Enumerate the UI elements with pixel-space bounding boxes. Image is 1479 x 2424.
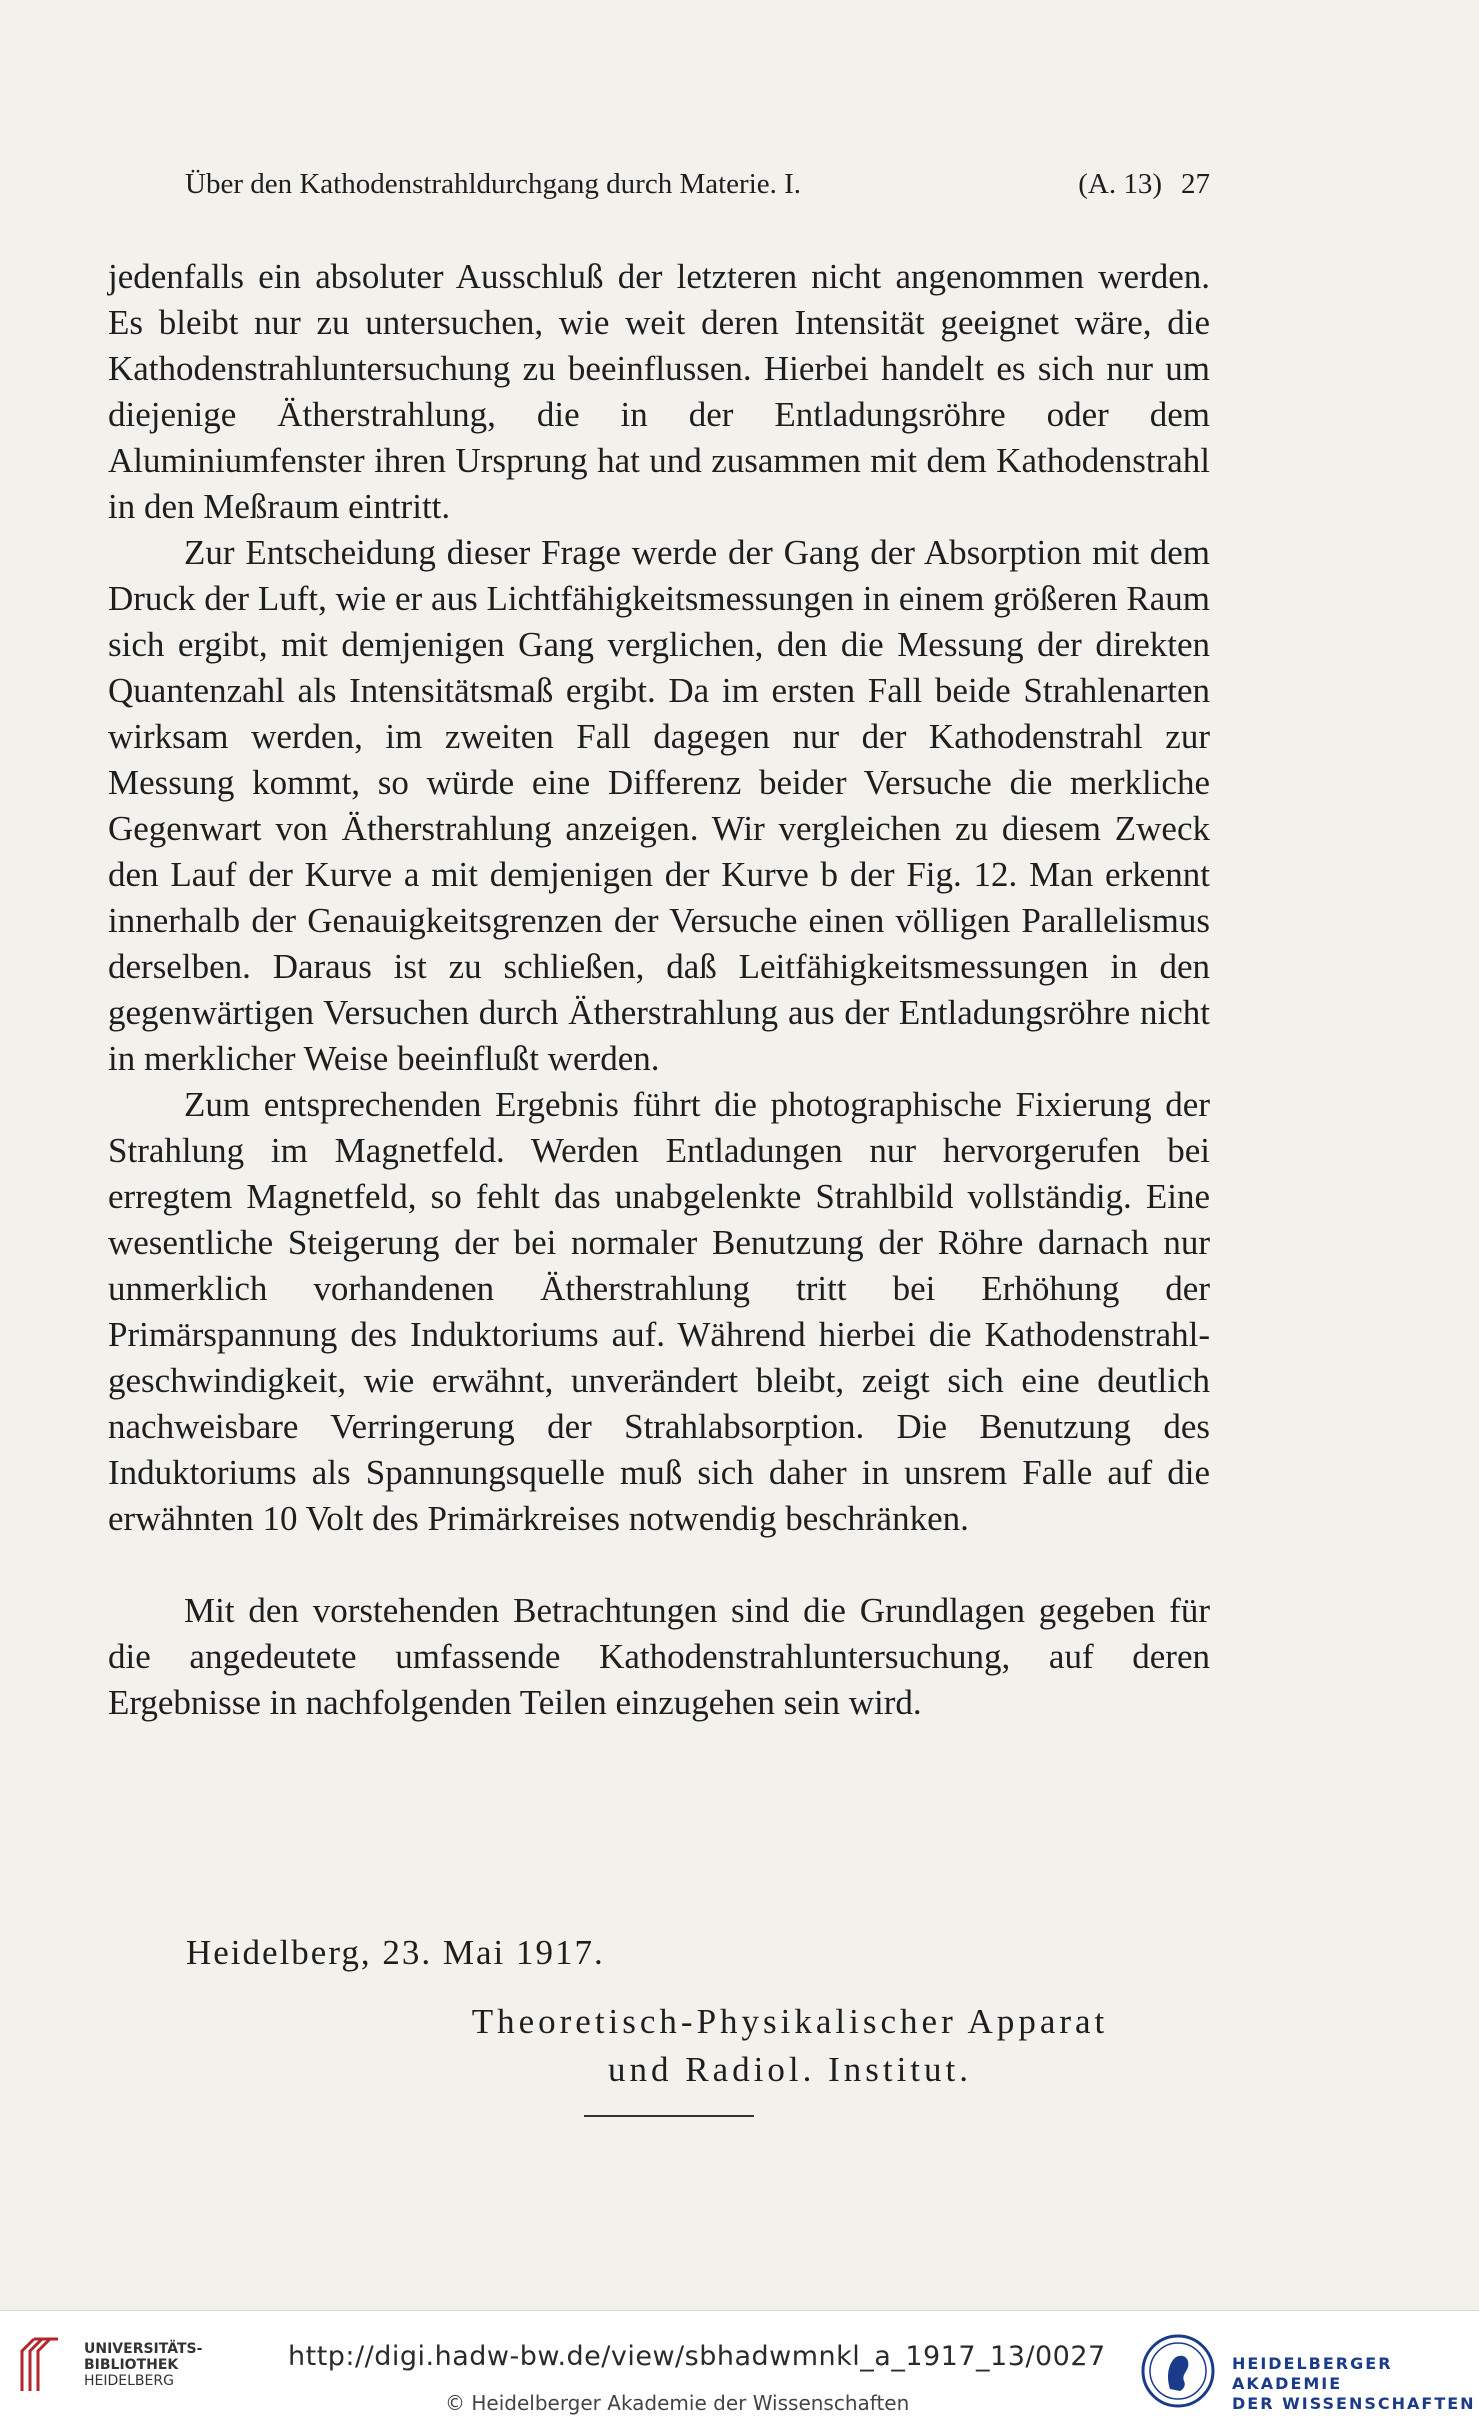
- copyright-notice: © Heidelberger Akademie der Wissenschaften: [445, 2391, 910, 2415]
- institute-signature: [390, 1998, 1190, 2094]
- library-name: UNIVERSITÄTS- BIBLIOTHEK HEIDELBERG: [84, 2341, 203, 2389]
- body-text: [108, 254, 1210, 1726]
- paragraph: jedenfalls ein absoluter Ausschluß der letzteren nicht angenommen werden. Es bleibt nur zu untersuchen, wie weit deren Intensität geeignet wäre, die Kathodenstrahluntersuchung zu beeinflussen. Hierbei handelt es sich nur um diejenige Ätherstrahlung, die in der Entladungsröhre oder dem Aluminiumfenster ihren Ursprung hat und zusammen mit dem Kathodenstrahl in den Meßraum eintritt.: [108, 257, 1210, 526]
- academy-seal-icon: [1140, 2333, 1216, 2409]
- academy-name: HEIDELBERGER AKADEMIE DER WISSENSCHAFTEN: [1232, 2354, 1476, 2413]
- closing-paragraph: Mit den vorstehenden Betrachtungen sind die Grundlagen gegeben für die angedeutete umfassende Kathodenstrahluntersuchung, auf deren Ergebnisse in nachfolgenden Teilen einzugehen sein wird.: [108, 1591, 1210, 1722]
- running-title: Über den Kathodenstrahldurchgang durch Materie. I.: [185, 168, 802, 200]
- running-header: [185, 162, 1210, 206]
- institute-line: und Radiol. Institut.: [608, 2050, 972, 2089]
- page-number: 27: [1181, 168, 1210, 200]
- end-rule: [584, 2115, 754, 2117]
- permalink-url[interactable]: http://digi.hadw-bw.de/view/sbhadwmnkl_a_1917_13/0027: [288, 2341, 1106, 2372]
- place-date: Heidelberg, 23. Mai 1917.: [186, 1933, 605, 1972]
- institute-line: Theoretisch-Physikalischer Apparat: [471, 2002, 1109, 2041]
- footer-bar: [0, 2310, 1479, 2424]
- section-reference: (A. 13): [1078, 168, 1162, 200]
- paragraph: Zum entsprechenden Ergebnis führt die photographische Fixierung der Strahlung im Magnetfeld. Werden Entladungen nur hervorgerufen bei erregtem Magnetfeld, so fehlt das unabgelenkte Strahlbild vollständig. Eine wesentliche Steigerung der bei normaler Benutzung der Röhre darnach nur unmerklich vorhandenen Ätherstrahlung tritt bei Erhöhung der Primärspannung des Induktoriums auf. Während hierbei die Kathodenstrahlgeschwindigkeit, wie erwähnt, unverändert bleibt, zeigt sich eine deutlich nachweisbare Verringerung der Strahlabsorption. Die Benutzung des Induktoriums als Spannungsquelle muß sich daher in unsrem Falle auf die erwähnten 10 Volt des Primärkreises notwendig beschränken.: [108, 1085, 1210, 1538]
- paragraph: Zur Entscheidung dieser Frage werde der Gang der Absorption mit dem Druck der Luft, wie er aus Lichtfähigkeitsmessungen in einem größeren Raum sich ergibt, mit demjenigen Gang verglichen, den die Messung der direkten Quantenzahl als Intensitätsmaß ergibt. Da im ersten Fall beide Strahlenarten wirksam werden, im zweiten Fall dagegen nur der Kathodenstrahl zur Messung kommt, so würde eine Differenz beider Versuche die merkliche Gegenwart von Ätherstrahlung anzeigen. Wir vergleichen zu diesem Zweck den Lauf der Kurve a mit demjenigen der Kurve b der Fig. 12. Man erkennt innerhalb der Genauigkeitsgrenzen der Versuche einen völligen Parallelismus derselben. Daraus ist zu schließen, daß Leitfähigkeitsmessungen in den gegenwärtigen Versuchen durch Ätherstrahlung aus der Entladungsröhre nicht in merklicher Weise beeinflußt werden.: [108, 533, 1210, 1078]
- university-library-logo-icon: [14, 2333, 66, 2395]
